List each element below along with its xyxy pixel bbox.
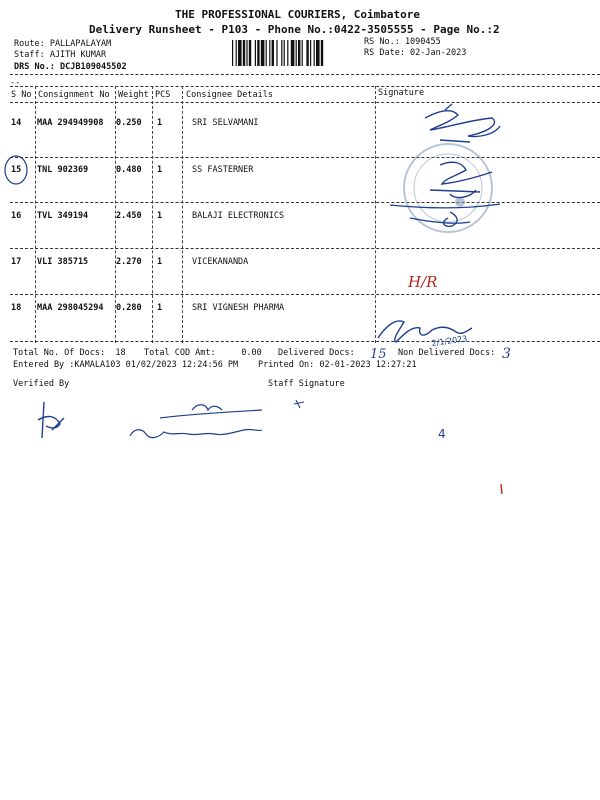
row-consignee: SS FASTERNER (192, 165, 254, 175)
barcode-bar (243, 40, 245, 66)
row-divider (10, 294, 600, 295)
row-consignment: MAA 298045294 (37, 303, 104, 313)
row-sno: 18 (11, 303, 22, 313)
row-sno: 16 (11, 211, 22, 221)
staff-label: Staff: AJITH KUMAR (14, 50, 107, 60)
row-pcs: 1 (157, 165, 163, 175)
signature-row-16 (390, 204, 500, 226)
row-weight: 0.250 (116, 118, 142, 128)
row-sno: 15 (11, 165, 22, 175)
row-weight: 0.480 (116, 165, 142, 175)
row-consignee: SRI VIGNESH PHARMA (192, 303, 285, 313)
row-weight: 2.450 (116, 211, 142, 221)
verified-by-label: Verified By (13, 379, 70, 389)
barcode-bar (321, 40, 323, 66)
row-consignment: TNL 902369 (37, 165, 89, 175)
barcode-bar (291, 40, 295, 66)
entered-by: Entered By :KAMALA103 01/02/2023 12:24:56 PM (13, 360, 239, 370)
handwritten-date: 2/1/2023 (431, 334, 468, 348)
barcode-bar (272, 40, 274, 66)
delivered-docs-label: Delivered Docs: (278, 348, 355, 358)
barcode-bar (249, 40, 251, 66)
row-pcs: 1 (157, 211, 163, 221)
row-divider (10, 202, 600, 203)
barcode-bar (276, 40, 277, 66)
signature-row-15 (430, 162, 492, 197)
row-consignment: TVL 349194 (37, 211, 89, 221)
barcode-bar (316, 40, 320, 66)
column-rule (35, 86, 36, 343)
red-tick-mark (501, 484, 502, 494)
printed-on: Printed On: 02-01-2023 12:27:21 (258, 360, 417, 370)
staff-signature-2 (130, 429, 262, 437)
divider (10, 102, 600, 103)
row-consignment: MAA 294949908 (37, 118, 104, 128)
drs-number: DRS No.: DCJB109045502 (14, 62, 127, 72)
row-consignment: VLI 385715 (37, 257, 89, 267)
staff-signature-1 (160, 405, 262, 418)
row-divider (10, 157, 600, 158)
barcode-bar (302, 40, 303, 66)
non-delivered-count-handwritten: 3 (502, 346, 511, 362)
row-consignee: SRI SELVAMANI (192, 118, 259, 128)
rs-date: RS Date: 02-Jan-2023 (364, 48, 467, 58)
row-weight: 0.280 (116, 303, 142, 313)
barcode (232, 40, 358, 66)
row-17-hr-mark: H/R (408, 273, 438, 291)
header-sno: S No (11, 90, 32, 100)
barcode-bar (257, 40, 259, 66)
route-label: Route: PALLAPALAYAM (14, 39, 112, 49)
barcode-bar (306, 40, 308, 66)
barcode-bar (298, 40, 300, 66)
handwritten-four: 4 (438, 427, 446, 441)
divider (10, 86, 600, 87)
column-rule (375, 86, 376, 343)
barcode-bar (269, 40, 270, 66)
barcode-bar (232, 40, 233, 66)
non-delivered-docs-label: Non Delivered Docs: (398, 348, 496, 358)
barcode-bar (246, 40, 247, 66)
row-consignee: VICEKANANDA (192, 257, 249, 267)
barcode-bar (261, 40, 265, 66)
row-pcs: 1 (157, 303, 163, 313)
header-consignment: Consignment No (38, 90, 110, 100)
divider-mark: -- (10, 78, 21, 88)
header-weight: Weight (118, 90, 149, 100)
barcode-bar (236, 40, 237, 66)
row-divider (10, 248, 600, 249)
delivered-count-handwritten: 15 (370, 347, 387, 362)
barcode-bar (284, 40, 285, 66)
verified-by-signature (38, 402, 64, 438)
barcode-bar (287, 40, 288, 66)
row-pcs: 1 (157, 257, 163, 267)
barcode-bar (255, 40, 256, 66)
company-name: THE PROFESSIONAL COURIERS, Coimbatore (175, 8, 421, 21)
header-signature: Signature (378, 88, 425, 98)
signature-row-18 (378, 321, 472, 342)
row-sno: 17 (11, 257, 22, 267)
barcode-bar (310, 40, 311, 66)
total-docs: Total No. Of Docs: 18 (13, 348, 126, 358)
divider (10, 74, 600, 75)
staff-signature-label: Staff Signature (268, 379, 345, 389)
barcode-bar (296, 40, 297, 66)
header-pcs: PCS (155, 90, 171, 100)
barcode-bar (238, 40, 242, 66)
barcode-bar (314, 40, 315, 66)
rs-number: RS No.: 1090455 (364, 37, 441, 47)
row-divider (10, 341, 600, 342)
total-cod: Total COD Amt: 0.00 (144, 348, 262, 358)
staff-signature-initial (294, 400, 304, 408)
row-sno: 14 (11, 118, 22, 128)
column-rule (152, 86, 153, 343)
barcode-bar (281, 40, 282, 66)
row-pcs: 1 (157, 118, 163, 128)
runsheet-title: Delivery Runsheet - P103 - Phone No.:0422-3505555 - Page No.:2 (89, 23, 500, 36)
column-rule (182, 86, 183, 343)
header-consignee: Consignee Details (186, 90, 273, 100)
row-weight: 2.270 (116, 257, 142, 267)
barcode-bar (266, 40, 267, 66)
row-consignee: BALAJI ELECTRONICS (192, 211, 285, 221)
signature-row-14 (425, 104, 500, 142)
